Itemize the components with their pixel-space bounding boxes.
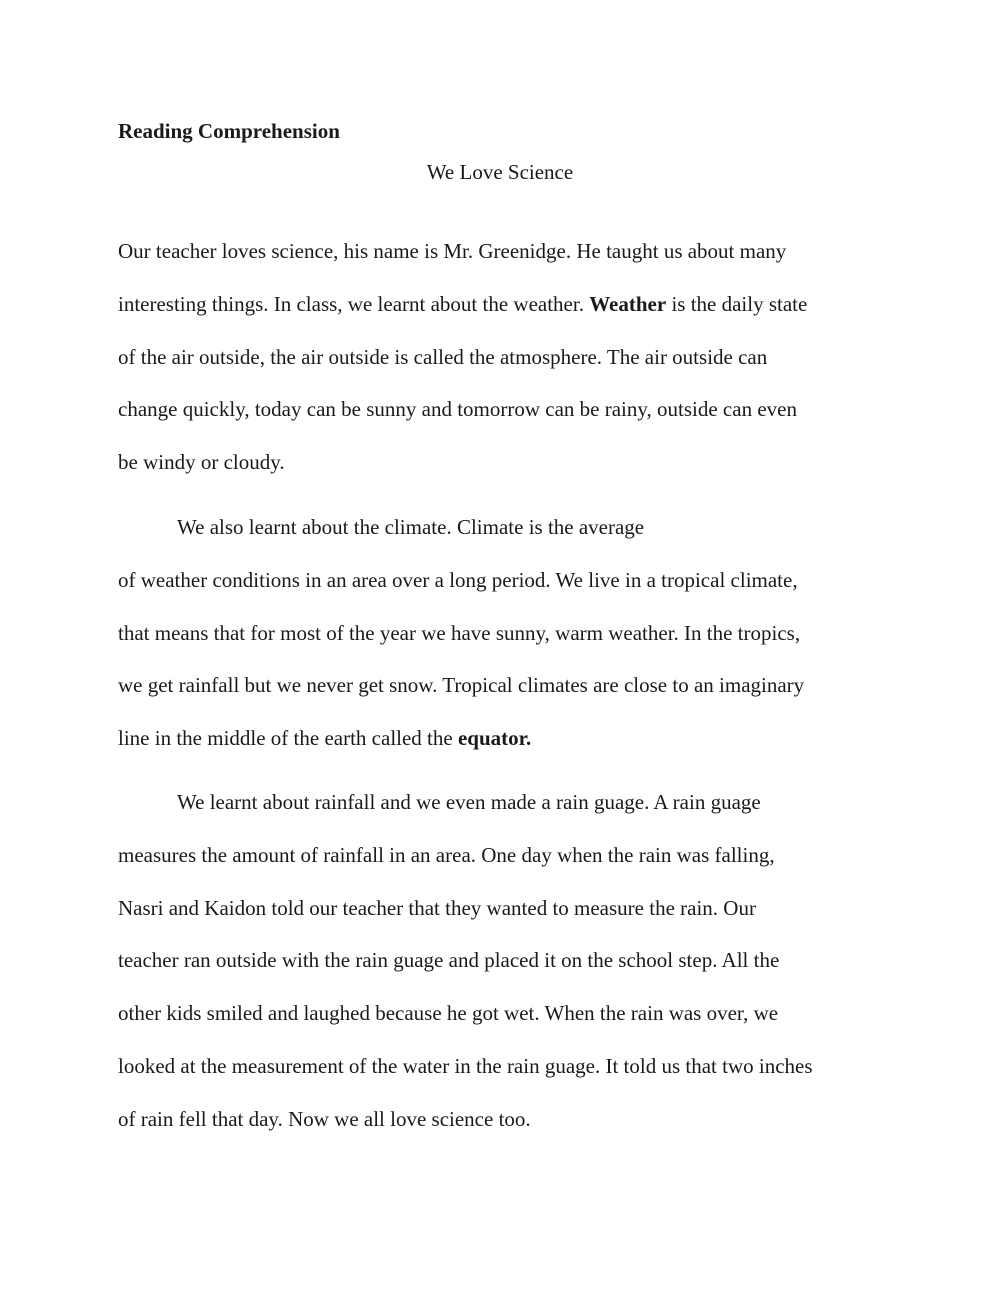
paragraph-line: measures the amount of rainfall in an area. One day when the rain was falling, [118,842,775,867]
paragraph-line: change quickly, today can be sunny and tomorrow can be rainy, outside can even [118,397,797,422]
bold-term-weather: Weather [589,291,667,316]
paragraph-line: of rain fell that day. Now we all love science too. [118,1106,531,1131]
paragraph-line: we get rainfall but we never get snow. Tropical climates are close to an imaginary [118,673,805,698]
paragraph-line [118,724,888,777]
paragraph-line: We learnt about rainfall and we even made a rain guage. A rain guage [177,790,761,814]
paragraph-line: Our teacher loves science, his name is Mr. Greenidge. He taught us about many [118,239,787,263]
paragraph-climate [118,513,888,777]
paragraph-line: teacher ran outside with the rain guage and placed it on the school step. All the [118,948,780,973]
text-run: is the daily state [666,291,808,316]
bold-term-equator: equator. [457,726,532,751]
document-heading: Reading Comprehension [118,119,340,143]
text-run: line in the middle of the earth called the [118,726,458,751]
paragraph-line: looked at the measurement of the water in the rain guage. It told us that two inches [118,1053,813,1078]
story-title: We Love Science [426,160,574,184]
paragraph-line [118,290,888,343]
paragraph-line: other kids smiled and laughed because he got wet. When the rain was over, we [118,1001,779,1026]
paragraph-weather [118,237,888,501]
paragraph-line: Nasri and Kaidon told our teacher that they wanted to measure the rain. Our [118,895,756,920]
paragraph-line: We also learnt about the climate. Climate is the average [177,515,645,539]
paragraph-line: of the air outside, the air outside is called the atmosphere. The air outside can [118,344,768,369]
paragraph-line: be windy or cloudy. [118,450,285,475]
paragraph-line: of weather conditions in an area over a long period. We live in a tropical climate, [118,567,798,592]
paragraph-line: that means that for most of the year we have sunny, warm weather. In the tropics, [118,620,801,645]
paragraph-rainfall [118,788,888,1158]
text-run: interesting things. In class, we learnt about the weather. [118,291,590,316]
